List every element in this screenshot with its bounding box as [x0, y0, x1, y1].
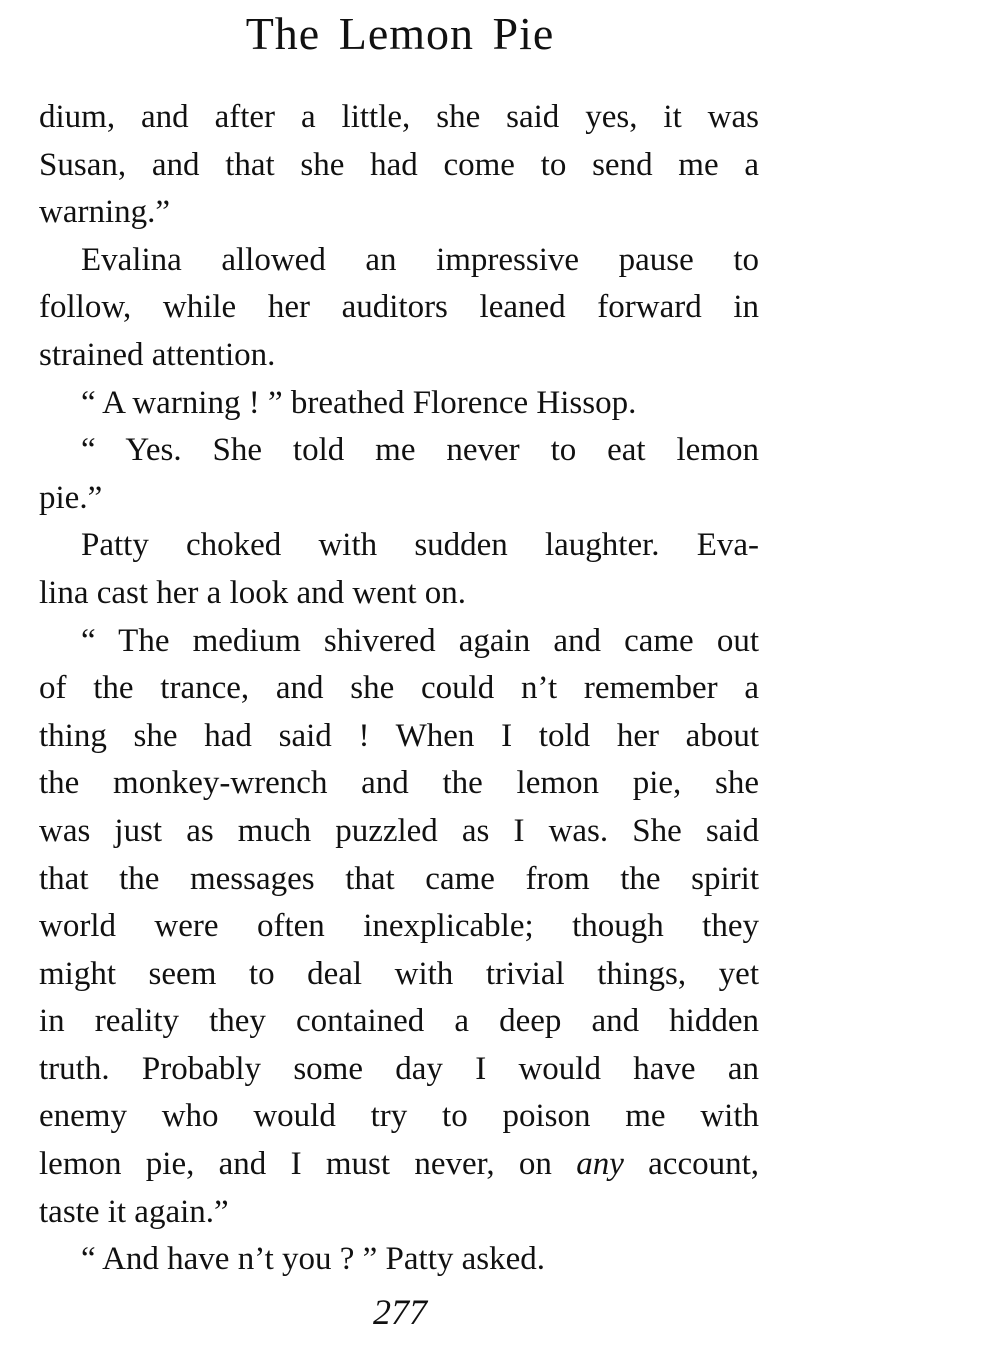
text-line-with-emphasis: [39, 1141, 759, 1189]
text-line: taste it again.”: [39, 1193, 229, 1230]
text-line: the monkey-wrench and the lemon pie, she: [39, 765, 759, 802]
text-line: thing she had said ! When I told her about: [39, 717, 759, 754]
page-number: 277: [373, 1292, 427, 1332]
body-text: [39, 94, 759, 1284]
text-line: strained attention.: [39, 336, 276, 373]
text-line: “ And have n’t you ? ” Patty asked.: [81, 1241, 546, 1278]
text-line: Evalina allowed an impressive pause to: [81, 241, 759, 278]
text-line: enemy who would try to poison me with: [39, 1098, 759, 1135]
text-line: in reality they contained a deep and hidden: [39, 1003, 759, 1040]
text-line: “ A warning ! ” breathed Florence Hissop.: [81, 384, 637, 421]
text-line: “ Yes. She told me never to eat lemon: [81, 432, 759, 469]
text-line: might seem to deal with trivial things, yet: [39, 955, 759, 992]
emphasis-word: any: [576, 1146, 624, 1183]
text-line: was just as much puzzled as I was. She said: [39, 812, 759, 849]
text-line: “ The medium shivered again and came out: [81, 622, 759, 659]
text-line: world were often inexplicable; though they: [39, 908, 759, 945]
text-line: truth. Probably some day I would have an: [39, 1050, 759, 1087]
text-segment: account,: [623, 1146, 760, 1183]
text-line: Susan, and that she had come to send me a: [39, 146, 759, 183]
text-segment: lemon pie, and I must never, on: [39, 1146, 577, 1183]
text-line: lina cast her a look and went on.: [39, 574, 467, 611]
text-line: warning.”: [39, 194, 171, 231]
text-line: dium, and after a little, she said yes, it was: [39, 99, 759, 135]
text-line: that the messages that came from the spirit: [39, 860, 759, 897]
text-line: pie.”: [39, 479, 103, 516]
text-line: of the trance, and she could n’t remember a: [39, 670, 759, 707]
running-head: The Lemon Pie: [245, 8, 555, 59]
text-line: Patty choked with sudden laughter. Eva-: [81, 527, 759, 564]
text-line: follow, while her auditors leaned forward in: [39, 289, 759, 326]
